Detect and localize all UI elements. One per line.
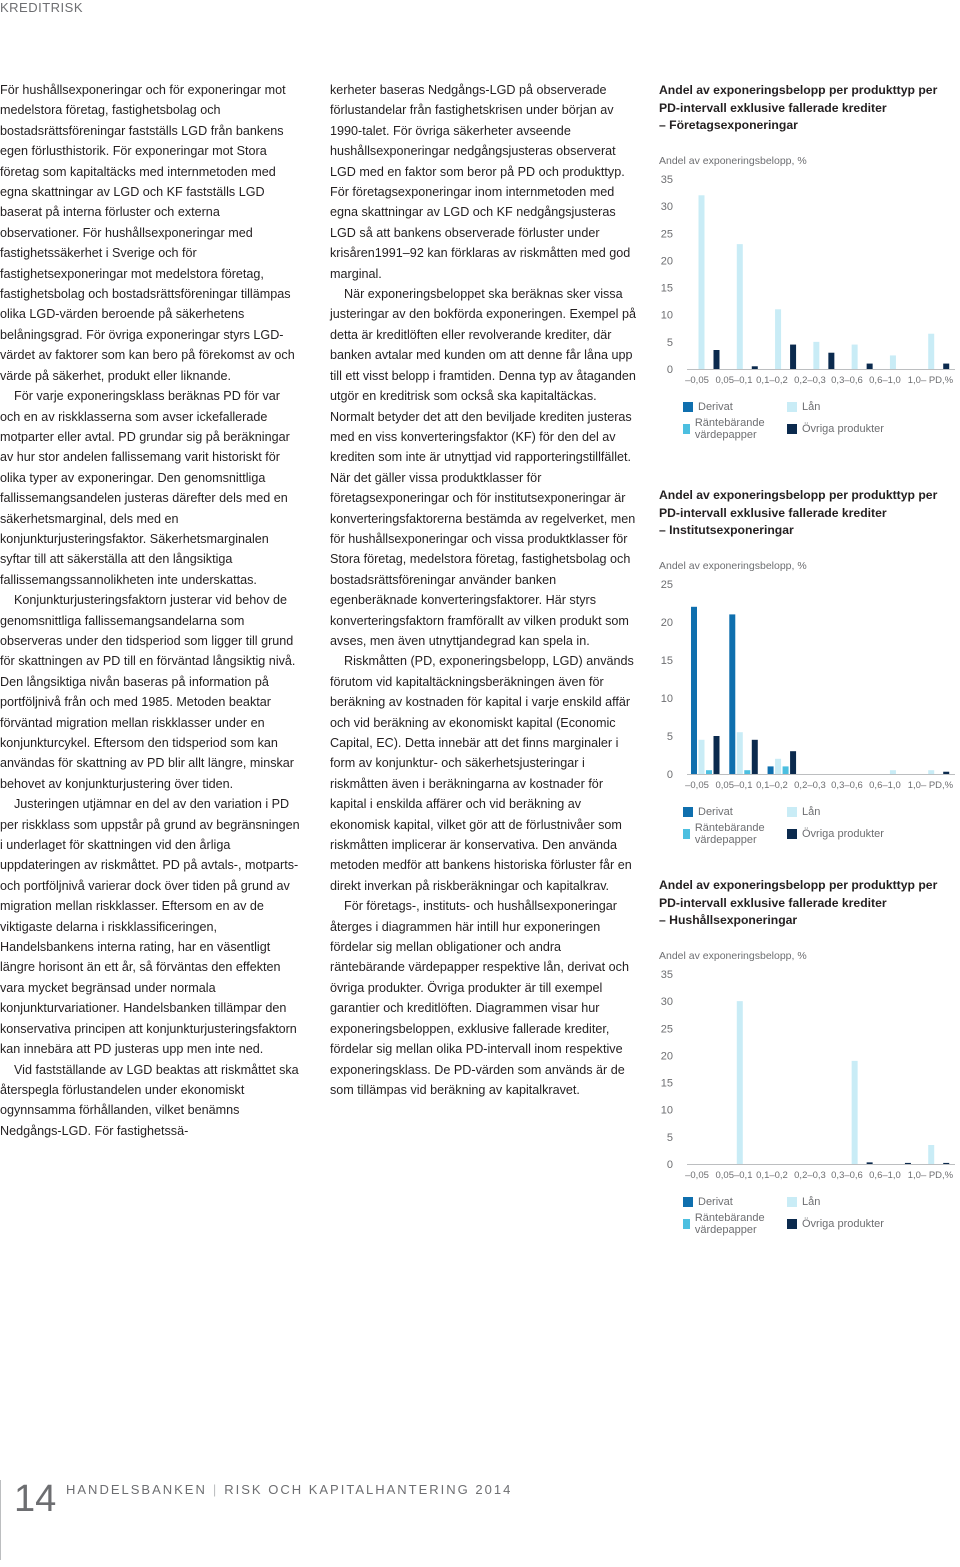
y-tick-label: 10 bbox=[660, 1104, 673, 1117]
legend-swatch bbox=[683, 402, 693, 412]
bar-chart-svg bbox=[659, 964, 959, 1194]
section-header: KREDITRISK bbox=[0, 0, 84, 15]
text-column-1 bbox=[0, 80, 302, 1141]
legend-swatch bbox=[683, 1197, 693, 1207]
y-tick-label: 5 bbox=[666, 336, 673, 349]
legend-label: Övriga produkter bbox=[802, 422, 884, 435]
bar bbox=[729, 614, 735, 774]
chart-title-line: – Institutsexponeringar bbox=[659, 523, 794, 537]
page-footer bbox=[0, 1470, 960, 1567]
legend-label: Övriga produkter bbox=[802, 1217, 884, 1230]
x-tick-label: 1,0– bbox=[907, 374, 927, 386]
paragraph: Vid fastställande av LGD beaktas att riskmåttet ska återspegla förlustandelen under ekonomiskt ogynnsamma förhållanden, vilket benämns Nedgångs-LGD. För fastighetssä- bbox=[0, 1062, 299, 1138]
x-tick-label: PD,% bbox=[928, 1169, 954, 1181]
legend-item-ovriga bbox=[787, 417, 947, 441]
legend-label: Räntebärande värdepapper bbox=[694, 1211, 765, 1236]
y-tick-label: 25 bbox=[660, 1022, 673, 1035]
report-title: RISK OCH KAPITALHANTERING 2014 bbox=[224, 1482, 513, 1497]
bar bbox=[775, 758, 781, 773]
y-tick-label: 35 bbox=[660, 173, 673, 186]
bar bbox=[737, 244, 743, 369]
legend-item-lan bbox=[787, 806, 947, 818]
bar bbox=[943, 771, 949, 773]
bar bbox=[928, 1145, 934, 1164]
x-tick-label: 1,0– bbox=[907, 779, 927, 791]
legend-swatch bbox=[683, 829, 690, 839]
legend-label: Lån bbox=[802, 1195, 821, 1208]
bar bbox=[737, 1001, 743, 1164]
bar bbox=[775, 309, 781, 369]
chart-institutsexponeringar bbox=[659, 487, 959, 846]
brand-separator: | bbox=[212, 1482, 219, 1497]
x-tick-label: 0,1–0,2 bbox=[756, 374, 788, 386]
x-tick-label: 0,05–0,1 bbox=[715, 374, 753, 386]
bar bbox=[890, 355, 896, 369]
y-axis-label: Andel av exponeringsbelopp, % bbox=[659, 949, 807, 962]
chart-title-line: – Hushållsexponeringar bbox=[659, 913, 798, 927]
x-tick-label: 0,3–0,6 bbox=[831, 374, 863, 386]
x-tick-label: 0,05–0,1 bbox=[715, 1169, 753, 1181]
y-axis-label: Andel av exponeringsbelopp, % bbox=[659, 559, 807, 572]
legend-swatch bbox=[787, 1219, 797, 1229]
x-tick-label: –0,05 bbox=[685, 374, 709, 386]
legend-label: Lån bbox=[802, 400, 821, 413]
y-tick-label: 20 bbox=[660, 616, 673, 629]
chart-title-line: Andel av exponeringsbelopp per produkttyp per bbox=[659, 83, 938, 97]
legend-label: Derivat bbox=[698, 400, 733, 413]
legend-item-rantebarande bbox=[683, 822, 787, 846]
legend-swatch bbox=[683, 1219, 690, 1229]
y-tick-label: 20 bbox=[660, 1049, 673, 1062]
y-tick-label: 5 bbox=[666, 1131, 673, 1144]
bar bbox=[790, 344, 796, 368]
bar bbox=[714, 736, 720, 774]
x-tick-label: PD,% bbox=[928, 374, 954, 386]
paragraph: Justeringen utjämnar en del av den variation i PD per riskklass som uppstår på grund av begränsningen i underlaget för skattningen vid den årliga uppdateringen av riskmåttet. PD på avtals-, motparts- och portföljnivå varierar dock över tiden på grund av migration mellan riskklasser. Eftersom en av de viktigaste delarna i riskklassificeringen, Handelsbankens interna rating, har en väsentligt längre horisont än ett år, så förväntas den effekten vara mycket begränsad under normala konjunkturvariationer. Handelsbanken tillämpar den konservativa principen att konjunkturjusteringsfaktorn kan innebära att PD justeras upp men inte ned. bbox=[0, 797, 300, 1057]
x-tick-label: 0,1–0,2 bbox=[756, 779, 788, 791]
chart-title-line: Andel av exponeringsbelopp per produkttyp per bbox=[659, 488, 938, 502]
bar bbox=[943, 1162, 949, 1163]
chart-foretagsexponeringar bbox=[659, 82, 959, 441]
paragraph: För hushållsexponeringar och för exponeringar mot medelstora företag, fastighetsbolag och bostadsrättsföreningar fastställs LGD från bankens egen förlusthistorik. För exponeringar mot Stora företag som kapitaltäcks med internmetoden med egna skattningar av LGD och KF fastställs LGD baserat på interna förluster och externa observationer. För hushållsexponeringar med fastighetssäkerhet i Sverige och för fastighetsexponeringar mot medelstora företag, fastighetsbolag och bostadsrättsföreningar tillämpas olika LGD-värden beroende på säkerhetens belåningsgrad. För övriga exponeringar styrs LGD-värdet av faktorer som kan bero på förekomst av och värde på säkerhet, produkt eller liknande. bbox=[0, 83, 295, 383]
bar bbox=[943, 363, 949, 368]
legend-item-ovriga bbox=[787, 1212, 947, 1236]
bar bbox=[699, 739, 705, 773]
paragraph: När exponeringsbeloppet ska beräknas sker vissa justeringar av den bokförda exponeringen. Exempel på detta är kreditlöften eller revolverande krediter, där banken avtalar med kunden om att denne får låna upp till ett visst belopp i framtiden. Denna typ av åtaganden utgör en kreditrisk som också ska kapitaltäckas. Normalt betyder det att den beviljade krediten justeras med en viss konverteringsfaktor (KF) för den del av krediten som inte är utnyttjad vid rapporteringstillfället. När det gäller vissa produktklasser för företagsexponeringar och för institutsexponeringar är konverteringsfaktorerna bestämda av regelverket, men för hushållsexponeringar och vissa produktklasser för Stora företag, medelstora företag, fastighetsbolag och bostadsrättsföreningar använder banken egenberäknade konverteringsfaktorer. Här styrs konverteringsfaktorn framförallt av vilken produkt som avses, men även utnyttjandegrad kan spela in. bbox=[330, 287, 636, 648]
y-tick-label: 0 bbox=[666, 363, 673, 376]
text-column-2 bbox=[330, 80, 636, 1100]
bar bbox=[752, 739, 758, 773]
y-tick-label: 5 bbox=[666, 730, 673, 743]
legend-item-lan bbox=[787, 1196, 947, 1208]
chart-title-line: – Företagsexponeringar bbox=[659, 118, 798, 132]
bar bbox=[852, 344, 858, 368]
paragraph: kerheter baseras Nedgångs-LGD på observerade förlustandelar från fastighetskrisen under början av 1990-talet. För övriga säkerheter avseende hushållsexponeringar nedgångsjusteras observerat LGD med en faktor som beror på PD och produkttyp. För företagsexponeringar inom internmetoden med egna skattningar av LGD och KF nedgångsjusteras LGD så att bankens observerade förluster under krisåren1991–92 kan förklaras av riskmåtten med god marginal. bbox=[330, 83, 631, 281]
chart-title-line: PD-intervall exklusive fallerade krediter bbox=[659, 505, 887, 520]
y-tick-label: 10 bbox=[660, 309, 673, 322]
y-tick-label: 0 bbox=[666, 1158, 673, 1171]
page-number: 14 bbox=[14, 1478, 57, 1520]
legend-item-lan bbox=[787, 401, 947, 413]
footer-rule bbox=[0, 1480, 1, 1560]
legend-label: Derivat bbox=[698, 805, 733, 818]
legend-swatch bbox=[683, 807, 693, 817]
y-tick-label: 25 bbox=[660, 227, 673, 240]
y-tick-label: 15 bbox=[660, 282, 673, 295]
y-tick-label: 15 bbox=[660, 1077, 673, 1090]
legend-item-derivat bbox=[683, 806, 787, 818]
y-tick-label: 20 bbox=[660, 254, 673, 267]
chart-title bbox=[659, 877, 959, 930]
chart-legend bbox=[659, 1196, 959, 1236]
y-tick-label: 0 bbox=[666, 768, 673, 781]
legend-swatch bbox=[787, 1197, 797, 1207]
paragraph: För varje exponeringsklass beräknas PD för var och en av riskklasserna som avser ickefallerade motparter eller avtal. PD grundar sig på beräkningar av hur stor andelen fallissemang varit historiskt för olika typer av exponeringar. Den genomsnittliga fallissemangsandelen justeras därefter dels med en säkerhetsmarginal, dels med en konjunkturjusteringsfaktor. Säkerhetsmarginalen syftar till att säkerställa att den långsiktiga fallissemangssannolikheten inte underskattas. bbox=[0, 389, 290, 587]
bar-chart-svg bbox=[659, 169, 959, 399]
bar bbox=[867, 1162, 873, 1164]
legend-label: Räntebärande värdepapper bbox=[694, 821, 765, 846]
bar bbox=[691, 606, 697, 773]
bar-chart-svg bbox=[659, 574, 959, 804]
legend-swatch bbox=[787, 829, 797, 839]
paragraph: Konjunkturjusteringsfaktorn justerar vid behov de genomsnittliga fallissemangsandelarna som observeras under den tidsperiod som ligger till grund för skattningen av PD till en förväntad långsiktig nivå. Den långsiktiga nivån baseras på information på portföljnivå från och med 1985. Metoden beaktar förväntad migration mellan riskklasser under en konjunkturcykel. Eftersom den tidsperiod som kan användas för skattning av PD blir allt längre, minskar behovet av konjunkturjustering över tiden. bbox=[0, 593, 296, 791]
brand-name: HANDELSBANKEN bbox=[66, 1482, 207, 1497]
legend-item-rantebarande bbox=[683, 417, 787, 441]
x-tick-label: 0,3–0,6 bbox=[831, 1169, 863, 1181]
chart-title bbox=[659, 487, 959, 540]
y-tick-label: 30 bbox=[660, 995, 673, 1008]
x-tick-label: 0,2–0,3 bbox=[794, 1169, 826, 1181]
legend-swatch bbox=[787, 424, 797, 434]
y-tick-label: 10 bbox=[660, 692, 673, 705]
chart-title-line: PD-intervall exklusive fallerade krediter bbox=[659, 100, 887, 115]
x-tick-label: –0,05 bbox=[685, 779, 709, 791]
x-tick-label: –0,05 bbox=[685, 1169, 709, 1181]
chart-hushallsexponeringar bbox=[659, 877, 959, 1236]
legend-item-rantebarande bbox=[683, 1212, 787, 1236]
x-tick-label: 1,0– bbox=[907, 1169, 927, 1181]
x-tick-label: 0,3–0,6 bbox=[831, 779, 863, 791]
y-tick-label: 15 bbox=[660, 654, 673, 667]
legend-item-derivat bbox=[683, 1196, 787, 1208]
bar bbox=[752, 366, 758, 369]
bar bbox=[699, 195, 705, 369]
legend-item-derivat bbox=[683, 401, 787, 413]
x-tick-label: 0,6–1,0 bbox=[869, 779, 901, 791]
chart-title bbox=[659, 82, 959, 135]
bar bbox=[890, 770, 896, 774]
bar bbox=[928, 333, 934, 368]
bar bbox=[714, 350, 720, 369]
footer-brand bbox=[66, 1482, 512, 1497]
bar bbox=[813, 341, 819, 368]
chart-legend bbox=[659, 806, 959, 846]
bar bbox=[783, 766, 789, 774]
bar bbox=[737, 732, 743, 774]
bar bbox=[790, 751, 796, 774]
legend-label: Derivat bbox=[698, 1195, 733, 1208]
legend-swatch bbox=[787, 402, 797, 412]
x-tick-label: 0,05–0,1 bbox=[715, 779, 753, 791]
bar bbox=[706, 770, 712, 774]
bar bbox=[928, 770, 934, 774]
bar bbox=[905, 1162, 911, 1163]
x-tick-label: 0,6–1,0 bbox=[869, 1169, 901, 1181]
paragraph: För företags-, instituts- och hushållsexponeringar återges i diagrammen här intill hur exponeringen fördelar sig mellan obligationer och andra räntebärande värdepapper respektive lån, derivat och övriga produkter. Övriga produkter är till exempel garantier och kreditlöften. Diagrammen visar hur exponeringsbeloppen, exklusive fallerade krediter, fördelar sig mellan olika PD-intervall inom respektive exponeringsklass. De PD-värden som används är de som tillämpas vid beräkning av kapitalkravet. bbox=[330, 899, 629, 1097]
legend-label: Räntebärande värdepapper bbox=[694, 416, 765, 441]
chart-title-line: Andel av exponeringsbelopp per produkttyp per bbox=[659, 878, 938, 892]
legend-swatch bbox=[683, 424, 690, 434]
y-tick-label: 25 bbox=[660, 578, 673, 591]
paragraph: Riskmåtten (PD, exponeringsbelopp, LGD) används förutom vid kapitaltäckningsberäkningen även för beräkning av kostnaden för kapital i varje enskild affär och vid beräkning av ekonomiskt kapital (Economic Capital, EC). Detta innebär att det finns marginaler i form av konjunktur- och säkerhetsjusteringar i riskmåtten även i beräkningarna av kostnader för kapital i enskilda affärer och vid beräkning av ekonomisk kapital, vilket gör att de förlustnivåer som riskmåtten implicerar är konservativa. Den använda metoden medför att bankens historiska förluster får en direkt inverkan på riskberäkningar och kapitalkrav. bbox=[330, 654, 634, 893]
x-tick-label: PD,% bbox=[928, 779, 954, 791]
y-tick-label: 30 bbox=[660, 200, 673, 213]
bar bbox=[768, 766, 774, 774]
bar bbox=[867, 363, 873, 368]
x-tick-label: 0,2–0,3 bbox=[794, 374, 826, 386]
legend-label: Lån bbox=[802, 805, 821, 818]
y-tick-label: 35 bbox=[660, 968, 673, 981]
x-tick-label: 0,6–1,0 bbox=[869, 374, 901, 386]
bar bbox=[744, 770, 750, 774]
chart-legend bbox=[659, 401, 959, 441]
y-axis-label: Andel av exponeringsbelopp, % bbox=[659, 154, 807, 167]
bar bbox=[828, 352, 834, 368]
legend-swatch bbox=[787, 807, 797, 817]
chart-title-line: PD-intervall exklusive fallerade krediter bbox=[659, 895, 887, 910]
bar bbox=[852, 1060, 858, 1163]
x-tick-label: 0,2–0,3 bbox=[794, 779, 826, 791]
legend-item-ovriga bbox=[787, 822, 947, 846]
x-tick-label: 0,1–0,2 bbox=[756, 1169, 788, 1181]
legend-label: Övriga produkter bbox=[802, 827, 884, 840]
